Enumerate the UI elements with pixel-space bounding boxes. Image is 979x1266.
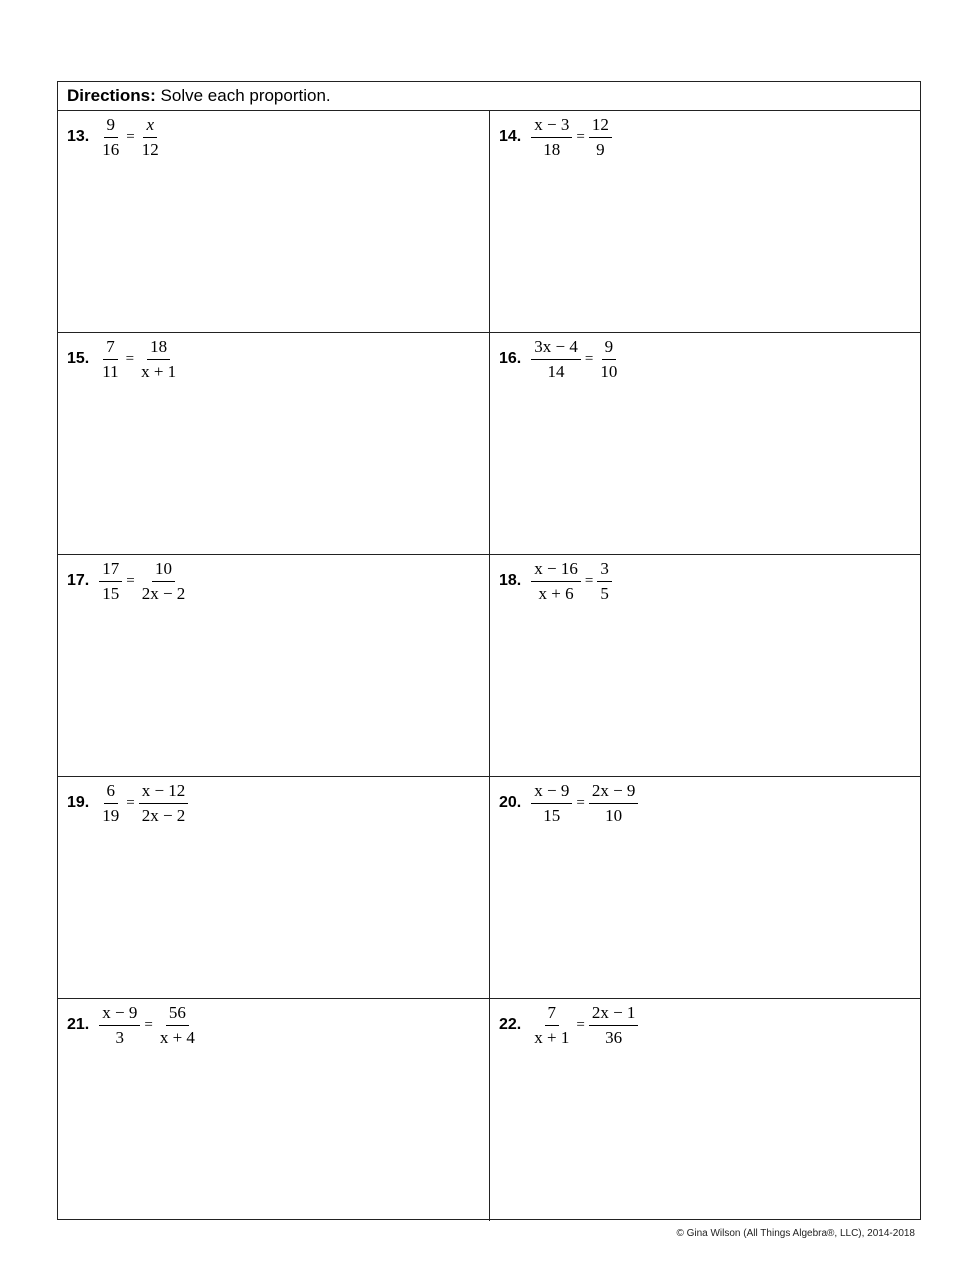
denominator: 14 xyxy=(547,361,565,381)
left-fraction xyxy=(99,115,122,160)
denominator: 12 xyxy=(141,139,159,159)
numerator: 2x − 9 xyxy=(589,781,639,804)
proportion xyxy=(67,780,188,826)
equals-sign: = xyxy=(144,1016,153,1033)
left-fraction xyxy=(531,559,581,604)
proportion xyxy=(499,336,620,382)
equals-sign: = xyxy=(125,350,135,367)
left-fraction xyxy=(531,115,572,160)
denominator: 2x − 2 xyxy=(141,805,186,825)
problem-number: 16. xyxy=(499,350,522,367)
proportion xyxy=(67,336,179,382)
directions-text: Solve each proportion. xyxy=(160,86,331,105)
denominator: 11 xyxy=(102,361,119,381)
denominator: x + 4 xyxy=(159,1027,195,1047)
problem-cell-21[interactable] xyxy=(58,999,489,1221)
denominator: x + 6 xyxy=(538,583,574,603)
numerator: x − 16 xyxy=(531,559,581,582)
problem-number: 18. xyxy=(499,572,522,589)
problem-number: 21. xyxy=(67,1016,90,1033)
proportion xyxy=(499,114,612,160)
problem-number: 20. xyxy=(499,794,522,811)
numerator: x − 3 xyxy=(531,115,572,138)
equals-sign: = xyxy=(576,128,585,145)
problem-number: 14. xyxy=(499,128,522,145)
right-fraction xyxy=(589,781,639,826)
numerator: 56 xyxy=(166,1003,189,1026)
numerator: 3x − 4 xyxy=(531,337,581,360)
equals-sign: = xyxy=(126,794,135,811)
problem-cell-18[interactable] xyxy=(489,555,920,777)
numerator: 6 xyxy=(104,781,119,804)
right-fraction xyxy=(157,1003,198,1048)
directions-row xyxy=(58,82,920,111)
problem-number: 19. xyxy=(67,794,90,811)
problem-cell-22[interactable] xyxy=(489,999,920,1221)
denominator: 15 xyxy=(543,805,561,825)
denominator: x + 1 xyxy=(534,1027,570,1047)
numerator: 18 xyxy=(147,337,170,360)
denominator: 10 xyxy=(605,805,623,825)
right-fraction xyxy=(589,115,612,160)
numerator: 3 xyxy=(597,559,612,582)
left-fraction xyxy=(99,559,122,604)
right-fraction xyxy=(139,559,189,604)
right-fraction xyxy=(138,337,179,382)
numerator: 10 xyxy=(152,559,175,582)
equals-sign: = xyxy=(576,794,585,811)
numerator: 2x − 1 xyxy=(589,1003,639,1026)
left-fraction xyxy=(99,781,122,826)
numerator: 7 xyxy=(103,337,118,360)
problem-number: 17. xyxy=(67,572,90,589)
problem-cell-15[interactable] xyxy=(58,333,489,555)
denominator: 16 xyxy=(102,139,120,159)
right-fraction xyxy=(597,559,612,604)
copyright-footer: © Gina Wilson (All Things Algebra®, LLC), 2014-2018 xyxy=(676,1228,915,1239)
proportion xyxy=(499,780,638,826)
problem-cell-14[interactable] xyxy=(489,111,920,333)
denominator: 9 xyxy=(596,139,605,159)
proportion xyxy=(499,1002,638,1048)
numerator: 12 xyxy=(589,115,612,138)
proportion xyxy=(67,558,188,604)
denominator: 3 xyxy=(115,1027,125,1047)
denominator: 2x − 2 xyxy=(141,583,186,603)
denominator: 18 xyxy=(543,139,561,159)
left-fraction xyxy=(99,337,121,382)
numerator: x − 9 xyxy=(99,1003,140,1026)
numerator: x xyxy=(143,115,157,138)
numerator: 9 xyxy=(602,337,617,360)
left-fraction xyxy=(531,781,572,826)
right-fraction xyxy=(597,337,620,382)
problem-cell-13[interactable] xyxy=(58,111,489,333)
problem-number: 13. xyxy=(67,128,90,145)
right-fraction xyxy=(139,781,189,826)
problem-cell-19[interactable] xyxy=(58,777,489,999)
denominator: 36 xyxy=(605,1027,623,1047)
problem-number: 22. xyxy=(499,1016,522,1033)
denominator: x + 1 xyxy=(141,361,177,381)
equals-sign: = xyxy=(584,572,594,589)
numerator: x − 9 xyxy=(531,781,572,804)
left-fraction xyxy=(531,337,581,382)
equals-sign: = xyxy=(126,572,135,589)
left-fraction xyxy=(99,1003,140,1048)
denominator: 5 xyxy=(600,583,609,603)
right-fraction xyxy=(589,1003,639,1048)
problem-cell-16[interactable] xyxy=(489,333,920,555)
right-fraction xyxy=(139,115,162,160)
proportion xyxy=(67,114,162,160)
directions-label: Directions: xyxy=(67,86,156,105)
equals-sign: = xyxy=(584,350,594,367)
numerator: 7 xyxy=(545,1003,560,1026)
denominator: 15 xyxy=(102,583,120,603)
proportion xyxy=(499,558,612,604)
equals-sign: = xyxy=(126,128,135,145)
numerator: 9 xyxy=(104,115,119,138)
worksheet-table xyxy=(57,81,921,1220)
problem-cell-17[interactable] xyxy=(58,555,489,777)
problem-number: 15. xyxy=(67,350,90,367)
denominator: 10 xyxy=(600,361,618,381)
problem-cell-20[interactable] xyxy=(489,777,920,999)
numerator: x − 12 xyxy=(139,781,189,804)
proportion xyxy=(67,1002,198,1048)
left-fraction xyxy=(531,1003,572,1048)
equals-sign: = xyxy=(576,1016,585,1033)
denominator: 19 xyxy=(102,805,120,825)
numerator: 17 xyxy=(99,559,122,582)
problem-grid xyxy=(58,111,920,1219)
